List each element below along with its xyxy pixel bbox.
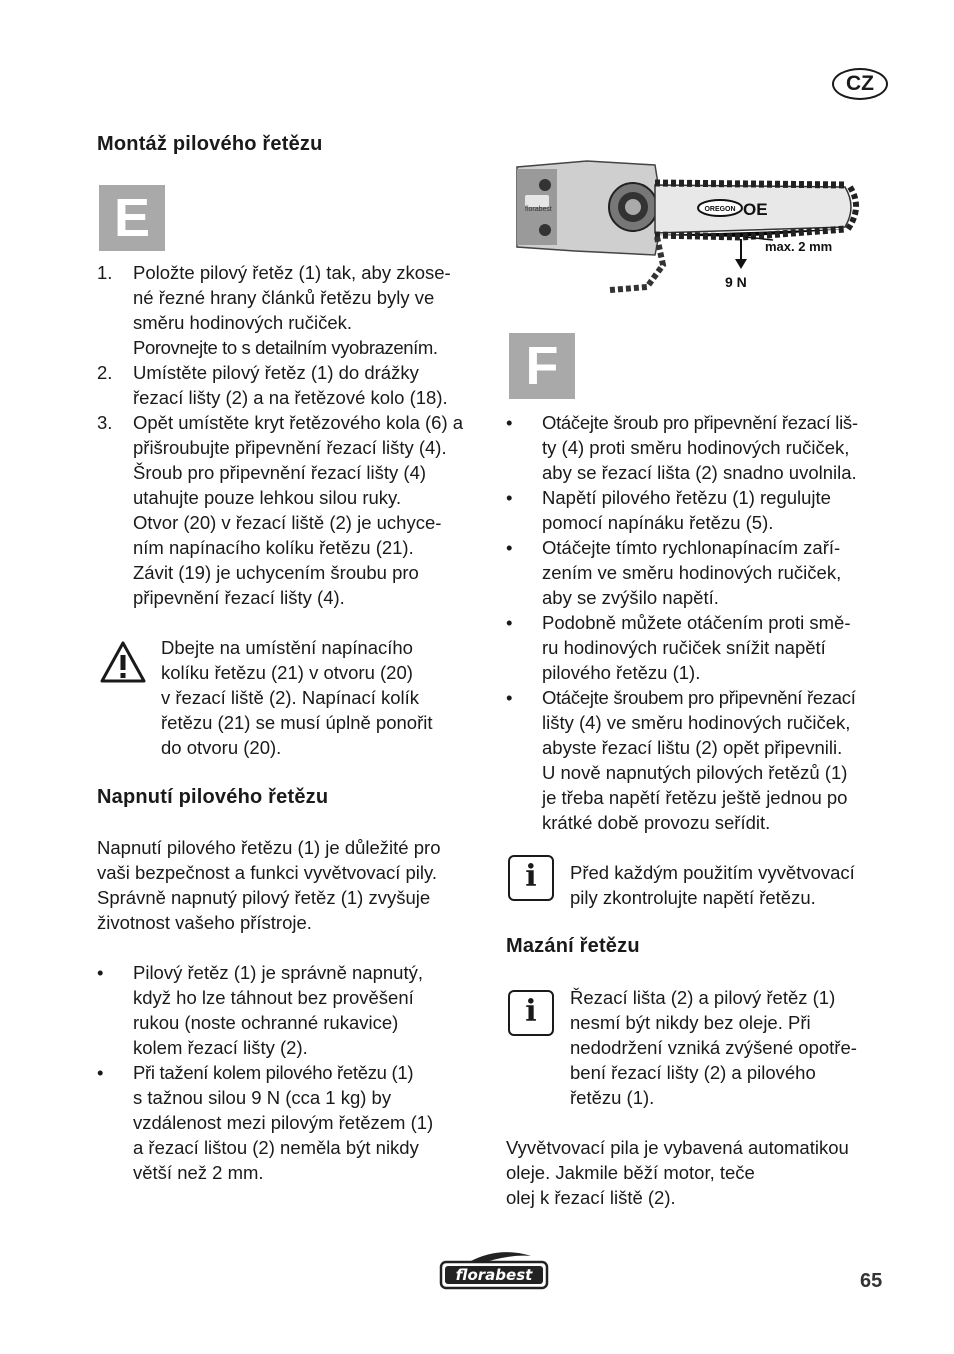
figure-letter-f: F xyxy=(509,333,575,399)
info-icon: i xyxy=(508,855,554,901)
list-item: • Otáčejte šroubem pro připevnění řezací lišty (4) ve směru hodinových ručiček, abyste řezací lištu (2) opět připevnili. U nově napnutých pilových řetězů (1) je třeba napětí řetězu ještě jednou po krátké době provozu seřídit. xyxy=(506,687,856,833)
list-item: • Otáčejte tímto rychlonapínacím zaří- zením ve směru hodinových ručiček, aby se zvýšilo napětí. xyxy=(506,537,842,608)
list-item: • Pilový řetěz (1) je správně napnutý, když ho lze táhnout bez prověšení rukou (noste ochranné rukavice) kolem řezací lišty (2). xyxy=(97,962,423,1058)
list-item: 3. Opět umístěte kryt řetězového kola (6) a přišroubujte připevnění řezací lišty (4). Šroub pro připevnění řezací lišty (4) utahujte pouze lehkou silou ruky. Otvor (20) v řezací liště (2) je uchyce- ním napínacího kolíku řetězu (21). Závit (19) je uchycením šroubu pro připevnění řezací lišty (4). xyxy=(97,412,464,608)
list-item: • Při tažení kolem pilového řetězu (1) s tažnou silou 9 N (cca 1 kg) by vzdálenost mezi pilovým řetězem (1) a řezací lištou (2) neměla být nikdy větší než 2 mm. xyxy=(97,1062,434,1183)
heading-chain-mounting: Montáž pilového řetězu xyxy=(97,133,323,155)
svg-text:florabest: florabest xyxy=(455,1266,533,1284)
tension-bullets xyxy=(97,960,487,1185)
info-check-tension: Před každým použitím vyvětvovací pily zkontrolujte napětí řetězu. xyxy=(570,862,855,908)
svg-text:OE: OE xyxy=(743,200,768,219)
chain-bar-illustration xyxy=(515,155,865,300)
heading-chain-tension: Napnutí pilového řetězu xyxy=(97,786,329,808)
svg-text:florabest: florabest xyxy=(525,206,552,213)
svg-text:OREGON: OREGON xyxy=(704,206,736,213)
list-item: • Otáčejte šroub pro připevnění řezací liš- ty (4) proti směru hodinových ručiček, aby se řezací lišta (2) snadno uvolnila. xyxy=(506,412,858,483)
svg-text:9 N: 9 N xyxy=(725,274,747,290)
list-item: • Podobně můžete otáčením proti smě- ru hodinových ručiček snížit napětí pilového řetězu (1). xyxy=(506,612,851,683)
info-icon: i xyxy=(508,990,554,1036)
info-oil: Řezací lišta (2) a pilový řetěz (1) nesmí být nikdy bez oleje. Při nedodržení vzniká zvýšené opotře- bení řezací lišty (2) a pilového řetězu (1). xyxy=(570,987,857,1108)
list-item: 1. Položte pilový řetěz (1) tak, aby zkose- né řezné hrany článků řetězu byly ve směru hodinových ručiček. Porovnejte to s detailním vyobrazením. xyxy=(97,262,451,358)
page-number: 65 xyxy=(860,1270,883,1292)
tension-intro: Napnutí pilového řetězu (1) je důležité pro vaši bezpečnost a funkci vyvětvovací pily. Správně napnutý pilový řetěz (1) zvyšuje životnost vašeho přístroje. xyxy=(97,837,441,933)
warning-triangle-icon xyxy=(99,640,147,684)
heading-chain-lubrication: Mazání řetězu xyxy=(506,935,640,957)
mounting-steps-list xyxy=(97,260,487,610)
list-item: 2. Umístěte pilový řetěz (1) do drážky řezací lišty (2) a na řetězové kolo (18). xyxy=(97,362,448,408)
figure-letter-e: E xyxy=(99,185,165,251)
lubrication-outro: Vyvětvovací pila je vybavená automatikou oleje. Jakmile běží motor, teče olej k řezací liště (2). xyxy=(506,1137,849,1208)
language-badge: CZ xyxy=(832,68,888,100)
adjustment-bullets xyxy=(506,410,896,835)
list-item: • Napětí pilového řetězu (1) regulujte pomocí napínáku řetězu (5). xyxy=(506,487,831,533)
svg-text:max. 2 mm: max. 2 mm xyxy=(765,239,833,254)
warning-text: Dbejte na umístění napínacího kolíku řetězu (21) v otvoru (20) v řezací liště (2). Napínací kolík řetězu (21) se musí úplně ponořit do otvoru (20). xyxy=(161,637,433,758)
florabest-logo xyxy=(439,1250,549,1290)
